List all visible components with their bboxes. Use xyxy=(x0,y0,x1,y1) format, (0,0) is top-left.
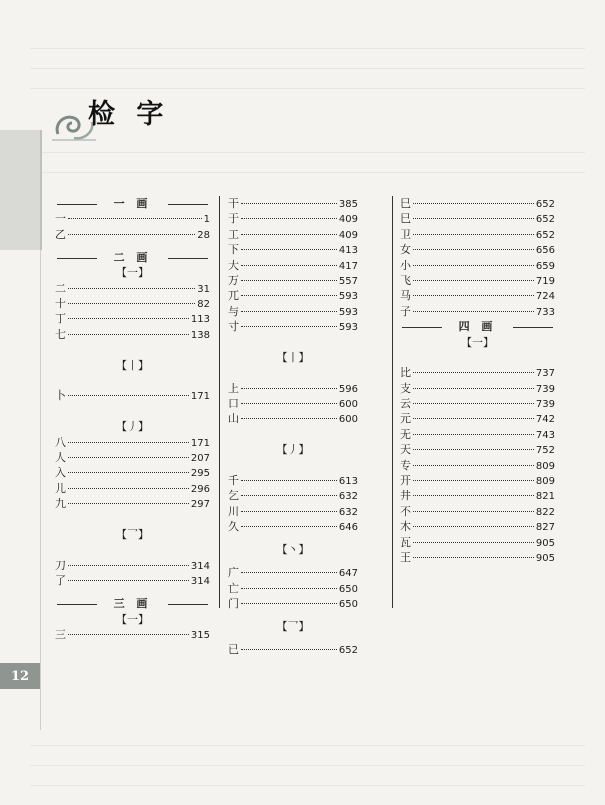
index-entry: 千 613 xyxy=(228,474,358,488)
index-entry: 卫 652 xyxy=(400,227,555,241)
index-entry: 飞 719 xyxy=(400,273,555,287)
index-entry: 亡 650 xyxy=(228,581,358,595)
index-entry: 已 652 xyxy=(228,643,358,657)
index-entry: 万 557 xyxy=(228,273,358,287)
radical-heading: 【一】 xyxy=(116,612,149,626)
column-divider xyxy=(392,196,393,608)
index-entry: 工 409 xyxy=(228,227,358,241)
radical-heading: 【乛】 xyxy=(276,620,310,634)
index-entry: 专 809 xyxy=(400,458,555,472)
page-title: 检 字 xyxy=(88,99,170,130)
index-entry: 王 905 xyxy=(400,550,555,564)
stroke-heading-4: 四 画 xyxy=(400,319,555,334)
index-entry: 门 650 xyxy=(228,597,358,611)
index-entry: 三 315 xyxy=(55,627,210,641)
index-entry: 马 724 xyxy=(400,289,555,303)
index-entry: 卜 171 xyxy=(55,389,210,403)
page-number: 12 xyxy=(0,663,40,689)
index-entry: 元 742 xyxy=(400,412,555,426)
stroke-heading-2: 二 画 xyxy=(55,250,210,265)
index-entry: 入 295 xyxy=(55,466,210,480)
index-entry: 九 297 xyxy=(55,497,210,511)
index-entry: 与 593 xyxy=(228,304,358,318)
index-entry: 下 413 xyxy=(228,243,358,257)
radical-heading: 【丶】 xyxy=(276,543,310,557)
index-entry: 了 314 xyxy=(55,574,210,588)
index-entry: 大 417 xyxy=(228,258,358,272)
index-entry: 木 827 xyxy=(400,520,555,534)
index-entry: 丁 113 xyxy=(55,312,210,326)
radical-heading: 【丿】 xyxy=(276,443,310,457)
radical-heading: 【丨】 xyxy=(116,358,149,372)
side-tab-band xyxy=(0,130,42,250)
index-entry: 七 138 xyxy=(55,327,210,341)
index-entry: 天 752 xyxy=(400,443,555,457)
stroke-heading-3: 三 画 xyxy=(55,596,210,611)
index-entry: 寸 593 xyxy=(228,320,358,334)
index-entry: 云 739 xyxy=(400,397,555,411)
index-entry: 上 596 xyxy=(228,381,358,395)
index-entry: 开 809 xyxy=(400,474,555,488)
index-entry: 八 171 xyxy=(55,435,210,449)
title-block xyxy=(52,92,227,144)
index-entry: 井 821 xyxy=(400,489,555,503)
column-divider xyxy=(219,196,220,608)
index-entry: 乞 632 xyxy=(228,489,358,503)
radical-heading: 【一】 xyxy=(461,335,494,349)
index-entry: 比 737 xyxy=(400,366,555,380)
index-entry: 口 600 xyxy=(228,397,358,411)
index-entry: 女 656 xyxy=(400,243,555,257)
index-entry: 巳 652 xyxy=(400,212,555,226)
index-entry: 刀 314 xyxy=(55,558,210,572)
index-entry: 人 207 xyxy=(55,450,210,464)
radical-heading: 【一】 xyxy=(116,266,149,280)
index-entry: 儿 296 xyxy=(55,481,210,495)
radical-heading: 【丨】 xyxy=(276,350,310,364)
index-entry: 川 632 xyxy=(228,504,358,518)
index-column-3 xyxy=(400,196,555,565)
index-entry: 子 733 xyxy=(400,304,555,318)
index-entry: 瓦 905 xyxy=(400,535,555,549)
radical-heading: 【乛】 xyxy=(116,527,149,541)
index-entry: 巳 652 xyxy=(400,197,555,210)
index-entry: 无 743 xyxy=(400,427,555,441)
index-column-2 xyxy=(228,196,358,658)
index-entry: 乙 28 xyxy=(55,227,210,241)
margin-rule xyxy=(40,250,41,730)
stroke-heading-1: 一 画 xyxy=(55,196,210,211)
index-entry: 广 647 xyxy=(228,566,358,580)
index-entry: 于 409 xyxy=(228,212,358,226)
index-column-1 xyxy=(55,196,210,642)
index-entry: 久 646 xyxy=(228,520,358,534)
radical-heading: 【丿】 xyxy=(116,420,149,434)
index-entry: 不 822 xyxy=(400,504,555,518)
index-entry: 二 31 xyxy=(55,281,210,295)
index-entry: 一 1 xyxy=(55,212,210,226)
index-entry: 兀 593 xyxy=(228,289,358,303)
index-entry: 小 659 xyxy=(400,258,555,272)
index-entry: 干 385 xyxy=(228,197,358,210)
index-entry: 十 82 xyxy=(55,297,210,311)
index-entry: 支 739 xyxy=(400,381,555,395)
index-entry: 山 600 xyxy=(228,412,358,426)
